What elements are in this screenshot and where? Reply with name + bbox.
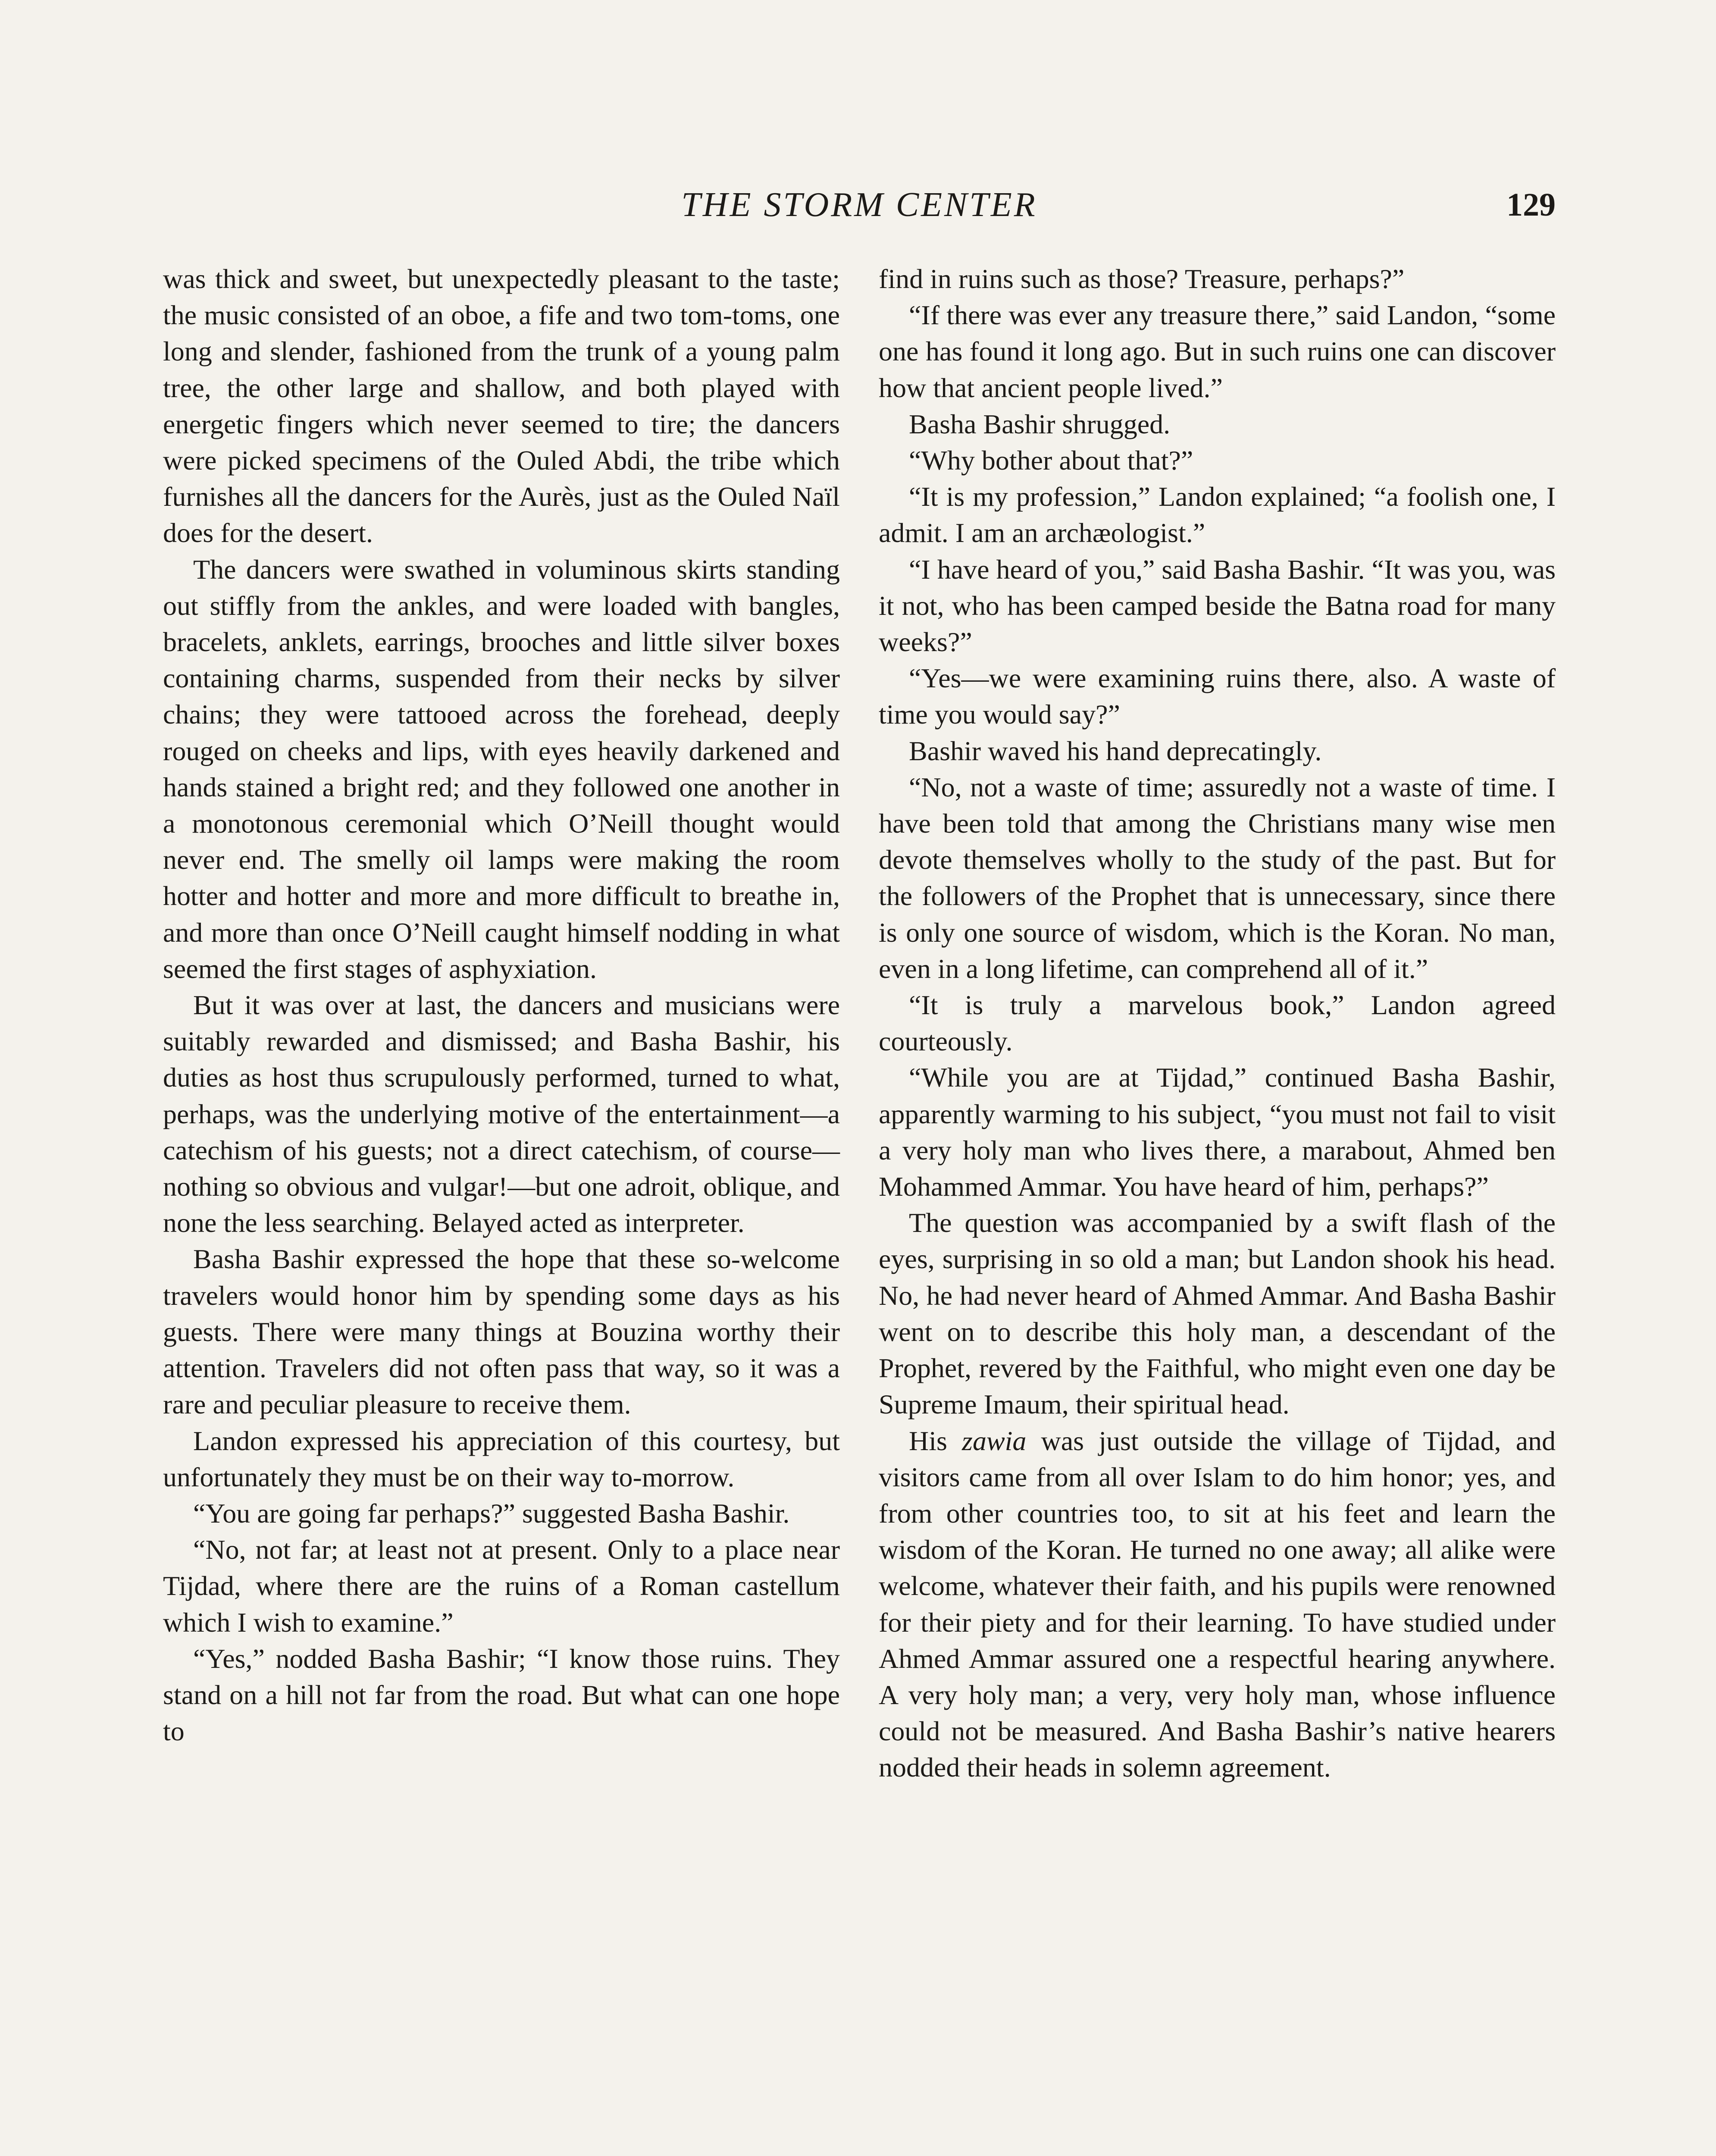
- paragraph: Basha Bashir shrugged.: [909, 408, 1171, 439]
- left-text-column: [163, 261, 840, 1749]
- paragraph: “No, not far; at least not at present. Only to a place near Tijdad, where there are the ruins of a Roman castellum which I wish to examine.”: [163, 1534, 840, 1638]
- paragraph: “You are going far perhaps?” suggested Basha Bashir.: [193, 1498, 790, 1529]
- paragraph: “Yes,” nodded Basha Bashir; “I know those ruins. They stand on a hill not far from the road. But what can one hope to: [163, 1643, 840, 1747]
- paragraph: The question was accompanied by a swift flash of the eyes, surprising in so old a man; but Landon shook his head. No, he had never heard of Ahmed Ammar. And Basha Bashir went on to describe this holy man, a descendant of the Prophet, revered by the Faithful, who might even one day be Supreme Imaum, their spiritual head.: [879, 1207, 1556, 1420]
- page-number: 129: [1506, 187, 1556, 223]
- paragraph: The dancers were swathed in voluminous skirts standing out stiffly from the ankles, and were loaded with bangles, bracelets, anklets, earrings, brooches and little silver boxes containing charms, suspended from their necks by silver chains; they were tattooed across the forehead, deeply rouged on cheeks and lips, with eyes heavily darkened and hands stained a bright red; and they followed one another in a monotonous ceremonial which O’Neill thought would never end. The smelly oil lamps were making the room hotter and hotter and more and more difficult to breathe in, and more than once O’Neill caught himself nodding in what seemed the first stages of asphyxiation.: [163, 554, 840, 984]
- italic-term: zawia: [962, 1425, 1027, 1456]
- paragraph: Bashir waved his hand deprecatingly.: [909, 735, 1322, 766]
- paragraph: “It is truly a marvelous book,” Landon agreed courteously.: [879, 990, 1556, 1057]
- running-title: THE STORM CENTER: [681, 186, 1037, 224]
- paragraph: Basha Bashir expressed the hope that these so-welcome travelers would honor him by spending some days as his guests. There were many things at Bouzina worthy their attention. Travelers did not often pass that way, so it was a rare and peculiar pleasure to receive them.: [163, 1244, 840, 1420]
- paragraph: “I have heard of you,” said Basha Bashir. “It was you, was it not, who has been camped beside the Batna road for many weeks?”: [879, 554, 1556, 658]
- paragraph-lead: His: [909, 1425, 962, 1456]
- paragraph: Landon expressed his appreciation of this courtesy, but unfortunately they must be on their way to-morrow.: [163, 1425, 840, 1492]
- page-header: [163, 181, 1556, 229]
- paragraph: was thick and sweet, but unexpectedly pleasant to the taste; the music consisted of an oboe, a fife and two tom-toms, one long and slender, fashioned from the trunk of a young palm tree, the other large and shallow, and both played with energetic fingers which never seemed to tire; the dancers were picked specimens of the Ouled Abdi, the tribe which furnishes all the dancers for the Aurès, just as the Ouled Naïl does for the desert.: [163, 263, 840, 548]
- paragraph: But it was over at last, the dancers and musicians were suitably rewarded and dismissed; and Basha Bashir, his duties as host thus scrupulously performed, turned to what, perhaps, was the underlying motive of the entertainment—a catechism of his guests; not a direct catechism, of course—nothing so obvious and vulgar!—but one adroit, oblique, and none the less searching. Belayed acted as interpreter.: [163, 990, 840, 1238]
- paragraph: “It is my profession,” Landon explained; “a foolish one, I admit. I am an archæologist.”: [879, 481, 1556, 548]
- paragraph-text: was just outside the village of Tijdad, and visitors came from all over Islam to do him honor; yes, and from other countries too, to sit at his feet and learn the wisdom of the Koran. He turned no one away; all alike were welcome, whatever their faith, and his pupils were renowned for their piety and for their learning. To have studied under Ahmed Ammar assured one a respectful hearing anywhere. A very holy man; a very, very holy man, whose influence could not be measured. And Basha Bashir’s native hearers nodded their heads in solemn agreement.: [879, 1425, 1556, 1783]
- paragraph: [879, 1423, 1556, 1786]
- paragraph: “Why bother about that?”: [909, 445, 1193, 476]
- right-text-column: [879, 261, 1556, 1786]
- paragraph: “While you are at Tijdad,” continued Basha Bashir, apparently warming to his subject, “you must not fail to visit a very holy man who lives there, a marabout, Ahmed ben Mohammed Ammar. You have heard of him, perhaps?”: [879, 1062, 1556, 1202]
- paragraph: “Yes—we were examining ruins there, also. A waste of time you would say?”: [879, 663, 1556, 730]
- paragraph: “If there was ever any treasure there,” said Landon, “some one has found it long ago. But in such ruins one can discover how that ancient people lived.”: [879, 300, 1556, 403]
- paragraph: “No, not a waste of time; assuredly not a waste of time. I have been told that among the Christians many wise men devote themselves wholly to the study of the past. But for the followers of the Prophet that is unnecessary, since there is only one source of wisdom, which is the Koran. No man, even in a long lifetime, can comprehend all of it.”: [879, 771, 1556, 984]
- paragraph: find in ruins such as those? Treasure, perhaps?”: [879, 263, 1405, 294]
